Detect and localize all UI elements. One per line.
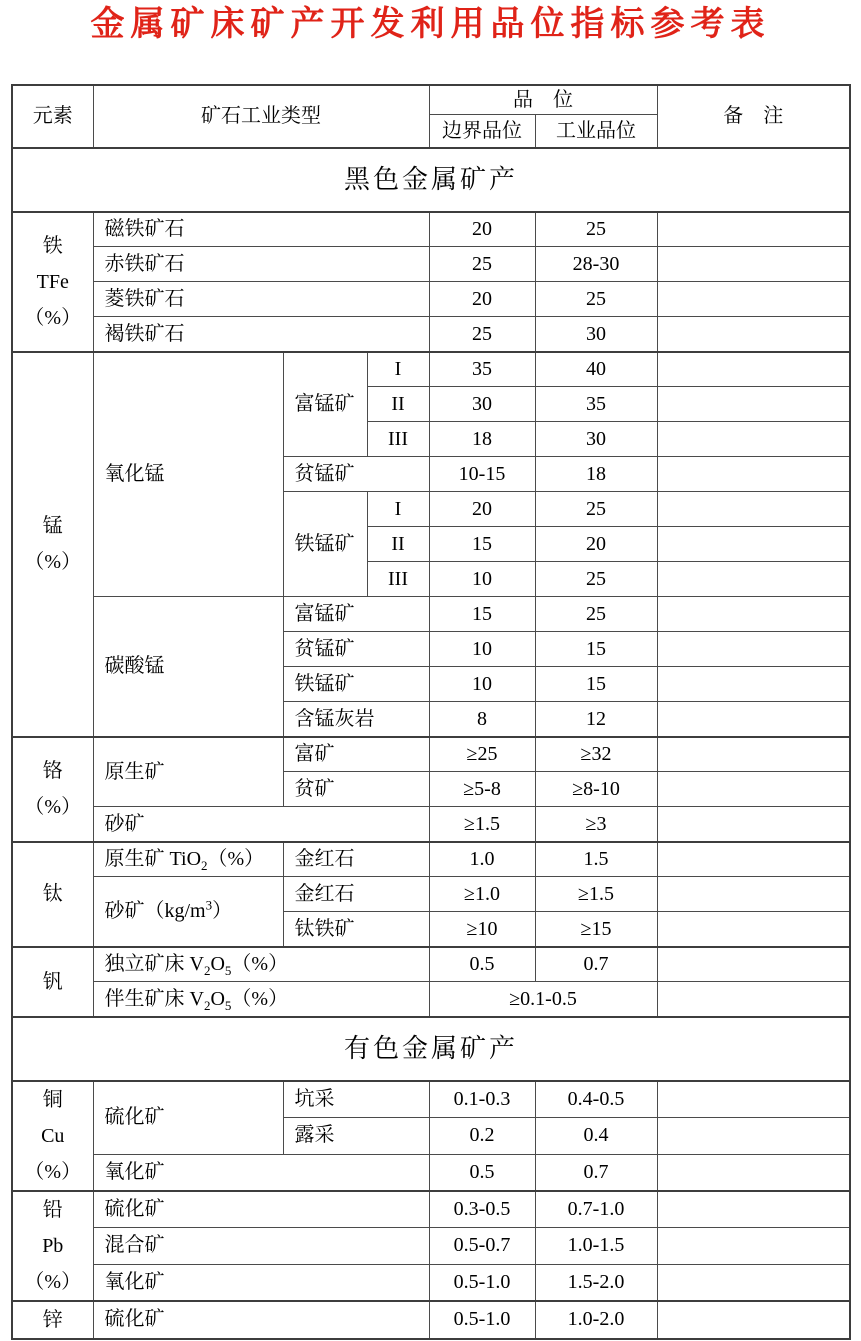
grade-reference-table bbox=[11, 84, 851, 1340]
grade-class-cell: II bbox=[367, 387, 429, 422]
industrial-grade-cell: 0.4-0.5 bbox=[535, 1081, 657, 1118]
formula-part: O bbox=[210, 953, 225, 976]
element-cell-copper bbox=[12, 1081, 93, 1191]
formula-part: O bbox=[210, 987, 225, 1010]
ore-subtype-cell: 富矿 bbox=[283, 737, 429, 772]
ore-subtype-cell: 露采 bbox=[283, 1117, 429, 1154]
industrial-grade-cell: 25 bbox=[535, 212, 657, 247]
ore-type-cell: 褐铁矿石 bbox=[93, 317, 429, 352]
remark-cell bbox=[657, 457, 850, 492]
remark-cell bbox=[657, 667, 850, 702]
element-line: 铬 bbox=[42, 760, 63, 783]
element-line: 钛 bbox=[42, 883, 63, 906]
ore-subtype-cell: 金红石 bbox=[283, 842, 429, 877]
remark-cell bbox=[657, 1227, 850, 1264]
boundary-grade-cell: 35 bbox=[429, 352, 535, 387]
formula-superscript: 3 bbox=[205, 897, 213, 913]
industrial-grade-cell: 35 bbox=[535, 387, 657, 422]
formula-subscript: 5 bbox=[224, 963, 232, 979]
remark-cell bbox=[657, 1264, 850, 1301]
ore-subtype-cell: 贫锰矿 bbox=[283, 632, 429, 667]
industrial-grade-cell: ≥3 bbox=[535, 807, 657, 842]
ore-type-cell: 硫化矿 bbox=[93, 1301, 429, 1339]
boundary-grade-cell: 15 bbox=[429, 527, 535, 562]
element-line: （%） bbox=[24, 551, 82, 574]
boundary-grade-cell: 8 bbox=[429, 702, 535, 737]
boundary-grade-cell: 30 bbox=[429, 387, 535, 422]
boundary-grade-cell: 10-15 bbox=[429, 457, 535, 492]
industrial-grade-cell: 0.7 bbox=[535, 947, 657, 982]
header-remarks: 备 注 bbox=[657, 85, 850, 148]
formula-part: 伴生矿床 V bbox=[104, 987, 204, 1010]
remark-cell bbox=[657, 527, 850, 562]
boundary-grade-cell: 0.5 bbox=[429, 1154, 535, 1191]
formula-subscript: 5 bbox=[224, 997, 232, 1013]
ore-type-cell: 氧化矿 bbox=[93, 1264, 429, 1301]
remark-cell bbox=[657, 422, 850, 457]
boundary-grade-cell: 0.5-0.7 bbox=[429, 1227, 535, 1264]
boundary-grade-cell: 10 bbox=[429, 667, 535, 702]
element-line: 锌 bbox=[42, 1308, 63, 1331]
ore-type-cell bbox=[93, 947, 429, 982]
remark-cell bbox=[657, 562, 850, 597]
boundary-grade-cell: 20 bbox=[429, 282, 535, 317]
remark-cell bbox=[657, 772, 850, 807]
ore-subtype-cell: 富锰矿 bbox=[283, 597, 429, 632]
header-industrial-grade: 工业品位 bbox=[535, 115, 657, 148]
element-cell-manganese bbox=[12, 352, 93, 737]
ore-subtype-cell: 金红石 bbox=[283, 877, 429, 912]
remark-cell bbox=[657, 317, 850, 352]
formula-part: （%） bbox=[231, 987, 289, 1010]
industrial-grade-cell: 25 bbox=[535, 597, 657, 632]
element-line: 铁 bbox=[42, 234, 63, 257]
formula-subscript: 2 bbox=[203, 997, 211, 1013]
ore-subtype-cell: 坑采 bbox=[283, 1081, 429, 1118]
industrial-grade-cell: ≥15 bbox=[535, 912, 657, 947]
element-line: Cu bbox=[41, 1124, 65, 1147]
element-line: TFe bbox=[36, 270, 69, 293]
industrial-grade-cell: 1.5 bbox=[535, 842, 657, 877]
remark-cell bbox=[657, 1191, 850, 1228]
element-cell-vanadium bbox=[12, 947, 93, 1017]
element-line: （%） bbox=[24, 306, 82, 329]
element-cell-chromium bbox=[12, 737, 93, 842]
grade-class-cell: III bbox=[367, 562, 429, 597]
formula-part: 砂矿（kg/m bbox=[104, 900, 206, 923]
ore-type-cell: 氧化锰 bbox=[93, 352, 283, 597]
industrial-grade-cell: 28-30 bbox=[535, 247, 657, 282]
header-grade: 品 位 bbox=[429, 85, 657, 115]
boundary-grade-cell: 0.5 bbox=[429, 947, 535, 982]
formula-subscript: 2 bbox=[203, 963, 211, 979]
formula-part: （%） bbox=[207, 848, 265, 871]
remark-cell bbox=[657, 737, 850, 772]
element-cell-lead bbox=[12, 1191, 93, 1301]
industrial-grade-cell: 25 bbox=[535, 282, 657, 317]
remark-cell bbox=[657, 632, 850, 667]
remark-cell bbox=[657, 1117, 850, 1154]
remark-cell bbox=[657, 282, 850, 317]
industrial-grade-cell: 15 bbox=[535, 632, 657, 667]
remark-cell bbox=[657, 1154, 850, 1191]
remark-cell bbox=[657, 807, 850, 842]
ore-subtype-cell: 富锰矿 bbox=[283, 352, 367, 457]
element-cell-titanium bbox=[12, 842, 93, 947]
industrial-grade-cell: 0.4 bbox=[535, 1117, 657, 1154]
ore-type-cell: 混合矿 bbox=[93, 1227, 429, 1264]
boundary-grade-cell: 0.5-1.0 bbox=[429, 1264, 535, 1301]
remark-cell bbox=[657, 877, 850, 912]
header-element: 元素 bbox=[12, 85, 93, 148]
remark-cell bbox=[657, 702, 850, 737]
industrial-grade-cell: ≥32 bbox=[535, 737, 657, 772]
ore-type-cell: 碳酸锰 bbox=[93, 597, 283, 737]
industrial-grade-cell: 0.7 bbox=[535, 1154, 657, 1191]
grade-class-cell: II bbox=[367, 527, 429, 562]
ore-type-cell: 硫化矿 bbox=[93, 1191, 429, 1228]
element-cell-iron bbox=[12, 212, 93, 352]
ore-subtype-cell: 铁锰矿 bbox=[283, 492, 367, 597]
header-boundary-grade: 边界品位 bbox=[429, 115, 535, 148]
section-header-ferrous: 黑色金属矿产 bbox=[12, 148, 850, 212]
remark-cell bbox=[657, 1301, 850, 1339]
boundary-grade-cell: ≥1.0 bbox=[429, 877, 535, 912]
ore-subtype-cell: 含锰灰岩 bbox=[283, 702, 429, 737]
industrial-grade-cell: 30 bbox=[535, 317, 657, 352]
boundary-grade-cell: 1.0 bbox=[429, 842, 535, 877]
boundary-grade-cell: ≥5-8 bbox=[429, 772, 535, 807]
boundary-grade-cell: 25 bbox=[429, 317, 535, 352]
industrial-grade-cell: 40 bbox=[535, 352, 657, 387]
grade-class-cell: III bbox=[367, 422, 429, 457]
industrial-grade-cell: 25 bbox=[535, 562, 657, 597]
ore-type-cell: 氧化矿 bbox=[93, 1154, 429, 1191]
ore-subtype-cell: 贫矿 bbox=[283, 772, 429, 807]
element-line: 铅 bbox=[42, 1198, 63, 1221]
industrial-grade-cell: ≥8-10 bbox=[535, 772, 657, 807]
industrial-grade-cell: 1.0-1.5 bbox=[535, 1227, 657, 1264]
remark-cell bbox=[657, 247, 850, 282]
element-line: （%） bbox=[24, 1160, 82, 1183]
boundary-grade-cell: 0.3-0.5 bbox=[429, 1191, 535, 1228]
remark-cell bbox=[657, 982, 850, 1017]
page-title: 金属矿床矿产开发利用品位指标参考表 bbox=[90, 5, 771, 43]
remark-cell bbox=[657, 947, 850, 982]
formula-part: 原生矿 TiO bbox=[104, 848, 202, 871]
ore-subtype-cell: 钛铁矿 bbox=[283, 912, 429, 947]
ore-type-cell: 磁铁矿石 bbox=[93, 212, 429, 247]
ore-type-cell bbox=[93, 877, 283, 947]
boundary-grade-cell: 0.2 bbox=[429, 1117, 535, 1154]
industrial-grade-cell: 1.0-2.0 bbox=[535, 1301, 657, 1339]
industrial-grade-cell: 15 bbox=[535, 667, 657, 702]
boundary-grade-cell: ≥25 bbox=[429, 737, 535, 772]
element-line: 铜 bbox=[42, 1088, 63, 1111]
ore-type-cell: 硫化矿 bbox=[93, 1081, 283, 1154]
industrial-grade-cell: 18 bbox=[535, 457, 657, 492]
section-header-nonferrous: 有色金属矿产 bbox=[12, 1017, 850, 1081]
ore-type-cell: 菱铁矿石 bbox=[93, 282, 429, 317]
industrial-grade-cell: 25 bbox=[535, 492, 657, 527]
formula-subscript: 2 bbox=[201, 858, 208, 874]
boundary-grade-cell: 0.1-0.3 bbox=[429, 1081, 535, 1118]
ore-type-cell: 赤铁矿石 bbox=[93, 247, 429, 282]
boundary-grade-cell: 10 bbox=[429, 562, 535, 597]
industrial-grade-cell: 20 bbox=[535, 527, 657, 562]
grade-class-cell: I bbox=[367, 492, 429, 527]
formula-part: ） bbox=[212, 900, 233, 923]
element-line: Pb bbox=[42, 1234, 64, 1257]
remark-cell bbox=[657, 492, 850, 527]
boundary-grade-cell: 15 bbox=[429, 597, 535, 632]
formula-part: （%） bbox=[231, 953, 289, 976]
industrial-grade-cell: 1.5-2.0 bbox=[535, 1264, 657, 1301]
element-line: 锰 bbox=[42, 515, 63, 538]
boundary-grade-cell: 25 bbox=[429, 247, 535, 282]
ore-type-cell bbox=[93, 982, 429, 1017]
ore-type-cell: 原生矿 bbox=[93, 737, 283, 807]
boundary-grade-cell: 0.5-1.0 bbox=[429, 1301, 535, 1339]
remark-cell bbox=[657, 912, 850, 947]
element-line: 钒 bbox=[42, 970, 63, 993]
ore-type-cell bbox=[93, 842, 283, 877]
element-cell-zinc bbox=[12, 1301, 93, 1339]
industrial-grade-cell: 12 bbox=[535, 702, 657, 737]
remark-cell bbox=[657, 597, 850, 632]
boundary-grade-cell: 20 bbox=[429, 492, 535, 527]
combined-grade-cell: ≥0.1-0.5 bbox=[429, 982, 657, 1017]
remark-cell bbox=[657, 1081, 850, 1118]
element-line: （%） bbox=[24, 1270, 82, 1293]
remark-cell bbox=[657, 387, 850, 422]
industrial-grade-cell: 30 bbox=[535, 422, 657, 457]
header-ore-type: 矿石工业类型 bbox=[93, 85, 429, 148]
grade-class-cell: I bbox=[367, 352, 429, 387]
remark-cell bbox=[657, 352, 850, 387]
element-line: （%） bbox=[24, 796, 82, 819]
boundary-grade-cell: 20 bbox=[429, 212, 535, 247]
formula-part: 独立矿床 V bbox=[104, 953, 204, 976]
industrial-grade-cell: 0.7-1.0 bbox=[535, 1191, 657, 1228]
boundary-grade-cell: ≥1.5 bbox=[429, 807, 535, 842]
ore-subtype-cell: 铁锰矿 bbox=[283, 667, 429, 702]
remark-cell bbox=[657, 212, 850, 247]
remark-cell bbox=[657, 842, 850, 877]
industrial-grade-cell: ≥1.5 bbox=[535, 877, 657, 912]
boundary-grade-cell: ≥10 bbox=[429, 912, 535, 947]
boundary-grade-cell: 10 bbox=[429, 632, 535, 667]
ore-type-cell: 砂矿 bbox=[93, 807, 429, 842]
boundary-grade-cell: 18 bbox=[429, 422, 535, 457]
ore-subtype-cell: 贫锰矿 bbox=[283, 457, 429, 492]
